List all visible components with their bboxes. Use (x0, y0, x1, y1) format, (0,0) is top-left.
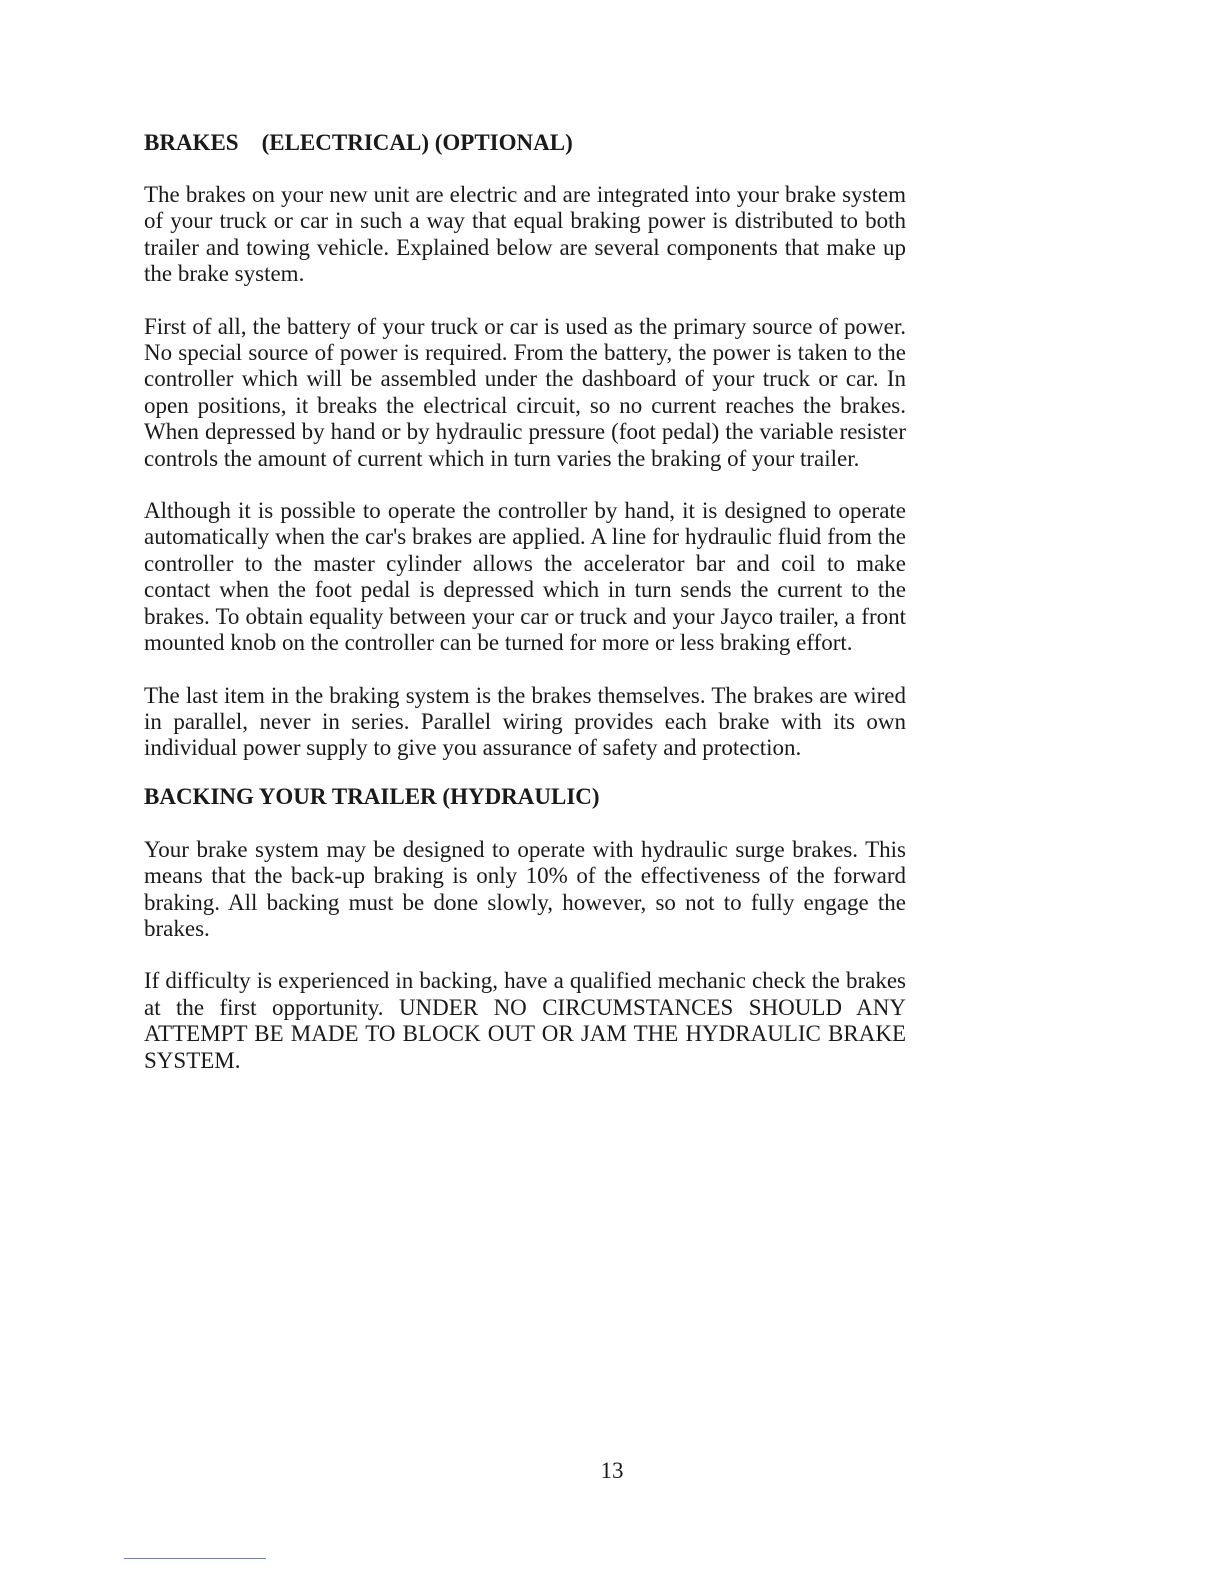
page-number: 13 (600, 1458, 624, 1483)
paragraph-battery-controller: First of all, the battery of your truck or car is used as the primary source of power. No special source of power is required. From the battery, the power is taken to the controller which will be assembled under the dashboard of your truck or car. In open positions, it breaks the electrical circuit, so no current reaches the brakes. When depressed by hand or by hydraulic pressure (foot pedal) the variable resister controls the amount of current which in turn varies the braking of your trailer. (144, 313, 906, 471)
paragraph-controller-operation: Although it is possible to operate the controller by hand, it is designed to operate automatically when the car's brakes are applied. A line for hydraulic fluid from the controller to the master cylinder allows the accelerator bar and coil to make contact when the foot pedal is depressed which in turn sends the current to the brakes. To obtain equality between your car or truck and your Jayco trailer, a front mounted knob on the controller can be turned for more or less braking effort. (144, 498, 906, 656)
paragraph-backing-warning: If difficulty is experienced in backing, have a qualified mechanic check the brakes at the first opportunity. UNDER NO CIRCUMSTANCES SHOULD ANY ATTEMPT BE MADE TO BLOCK OUT OR JAM THE HYDRAULIC BRAKE SYSTEM. (144, 968, 906, 1073)
section-heading-backing-trailer: BACKING YOUR TRAILER (HYDRAULIC) (144, 783, 600, 809)
paragraph-surge-brakes: Your brake system may be designed to operate with hydraulic surge brakes. This means that the back-up braking is only 10% of the effectiveness of the forward braking. All backing must be done slowly, however, so not to fully engage the brakes. (144, 836, 906, 941)
scan-artifact-line (124, 1558, 266, 1559)
paragraph-brakes-wiring: The last item in the braking system is the brakes themselves. The brakes are wired in parallel, never in series. Parallel wiring provides each brake with its own individual power supply to give you assurance of safety and protection. (144, 682, 906, 761)
section-heading-brakes-electrical: BRAKES (ELECTRICAL) (OPTIONAL) (144, 130, 573, 155)
paragraph-brakes-intro: The brakes on your new unit are electric and are integrated into your brake system of your truck or car in such a way that equal braking power is distributed to both trailer and towing vehicle. Explained below are several components that make up the brake system. (144, 182, 906, 287)
document-page (144, 130, 906, 1100)
